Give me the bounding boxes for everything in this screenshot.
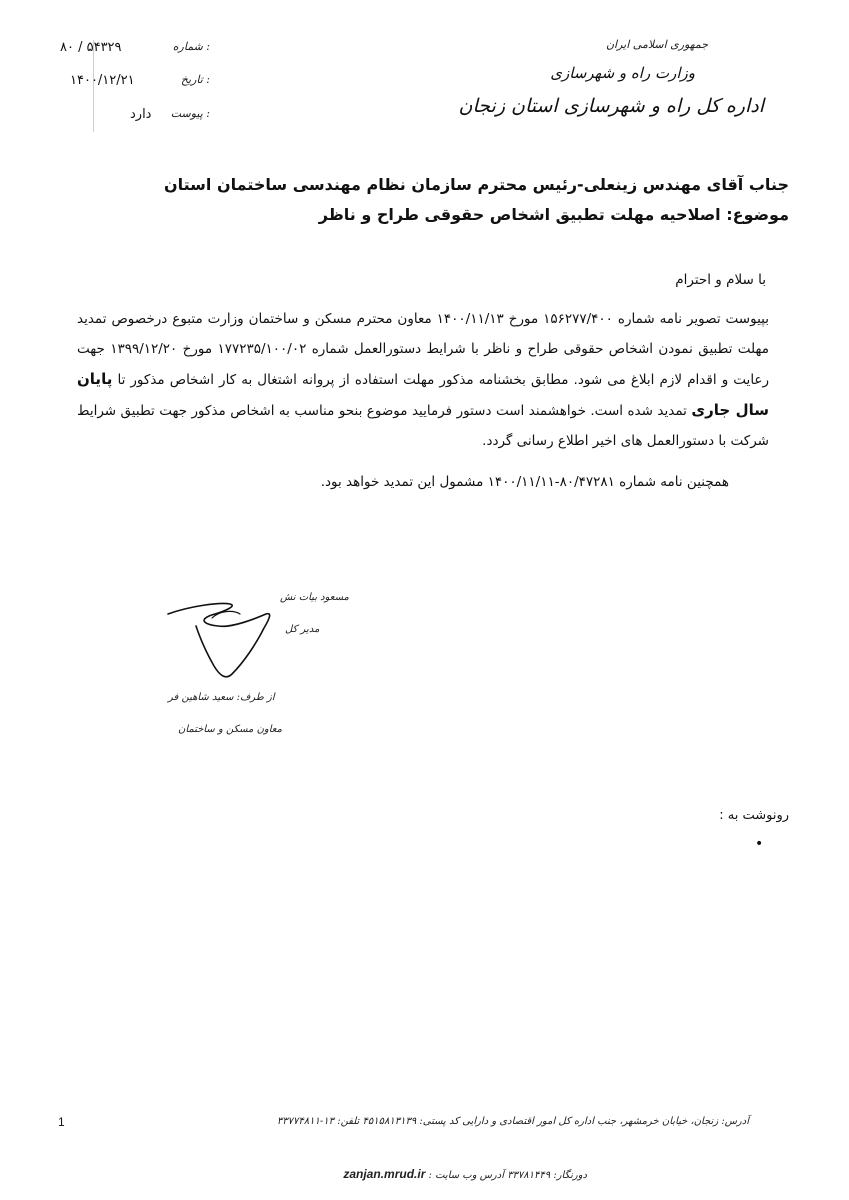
subject-line: موضوع: اصلاحیه مهلت تطبیق اشخاص حقوقی طراح و ناظر	[318, 205, 789, 224]
letter-number-value: ۸۰ / ۵۴۳۲۹	[60, 40, 122, 55]
letter-date-label: تاریخ :	[180, 73, 210, 86]
body-paragraph-bold-phrase: پایان سال جاری	[77, 370, 769, 419]
body-paragraph-2: همچنین نامه شماره ۸۰/۴۷۲۸۱-۱۴۰۰/۱۱/۱۱ مشمول این تمدید خواهد بود.	[320, 474, 729, 490]
greeting: با سلام و احترام	[675, 272, 766, 288]
footer-fax: دورنگار: ۳۳۷۸۱۴۴۹	[507, 1170, 587, 1181]
footer-website-label: آدرس وب سایت :	[428, 1170, 504, 1181]
body-paragraph-part1: بپیوست تصویر نامه شماره ۱۵۶۲۷۷/۴۰۰ مورخ ۱۴۰۰/۱۱/۱۳ معاون محترم مسکن و ساختمان وزارت متبوع درخصوص تمدید مهلت تطبیق نمودن اشخاص حقوقی طراح و ناظر با شرایط دستورالعمل شماره ۱۷۷۲۳۵/۱۰۰/۰۲ مورخ ۱۳۹۹/۱۲/۲۰ جهت رعایت و اقدام لازم ابلاغ می شود. مطابق بخشنامه مذکور مهلت استفاده از پروانه اشتغال به کار اشخاص مذکور تا	[77, 311, 770, 388]
cc-label: رونوشت به :	[719, 808, 789, 823]
letter-number-row	[60, 40, 210, 62]
on-behalf-of-note: از طرف: سعید شاهین فر	[168, 692, 275, 703]
footer-website	[343, 1167, 587, 1181]
footer-website-url[interactable]: zanjan.mrud.ir	[343, 1167, 426, 1181]
letterhead-ministry: وزارت راه و شهرسازی	[550, 64, 695, 82]
deputy-title-note: معاون مسکن و ساختمان	[178, 724, 282, 735]
footer-address: آدرس: زنجان، خیابان خرمشهر، جنب اداره کل امور اقتصادی و دارایی کد پستی: ۴۵۱۵۸۱۳۱۳۹ تلفن: ۱۳-۳۳۷۷۴۸۱۱	[276, 1116, 749, 1127]
letterhead-country: جمهوری اسلامی ایران	[605, 38, 708, 51]
letter-attachment-label: پیوست :	[170, 107, 210, 120]
letter-attachment-row	[60, 107, 210, 129]
letter-number-label: شماره :	[172, 40, 210, 53]
body-paragraph-part2: تمدید شده است. خواهشمند است دستور فرمایید موضوع بنحو مناسب به اشخاص مذکور جهت تطبیق شرایط شرکت با دستورالعمل های اخیر اطلاع رسانی گردد.	[77, 403, 769, 449]
letter-date-row	[60, 73, 210, 95]
handwritten-signature	[160, 588, 280, 688]
signer-title-note: مدیر کل	[285, 624, 320, 635]
addressee-line: جناب آقای مهندس زینعلی-رئیس محترم سازمان نظام مهندسی ساختمان استان	[163, 175, 789, 194]
letter-date-value: ۱۴۰۰/۱۲/۲۱	[70, 73, 135, 88]
body-paragraph	[77, 304, 769, 456]
page-number: 1	[58, 1115, 65, 1129]
letter-attachment-value: دارد	[130, 107, 152, 122]
signer-name-note: مسعود بیات نش	[280, 592, 349, 603]
letterhead-office: اداره کل راه و شهرسازی استان زنجان	[458, 95, 764, 117]
cc-bullet: •	[755, 836, 764, 852]
